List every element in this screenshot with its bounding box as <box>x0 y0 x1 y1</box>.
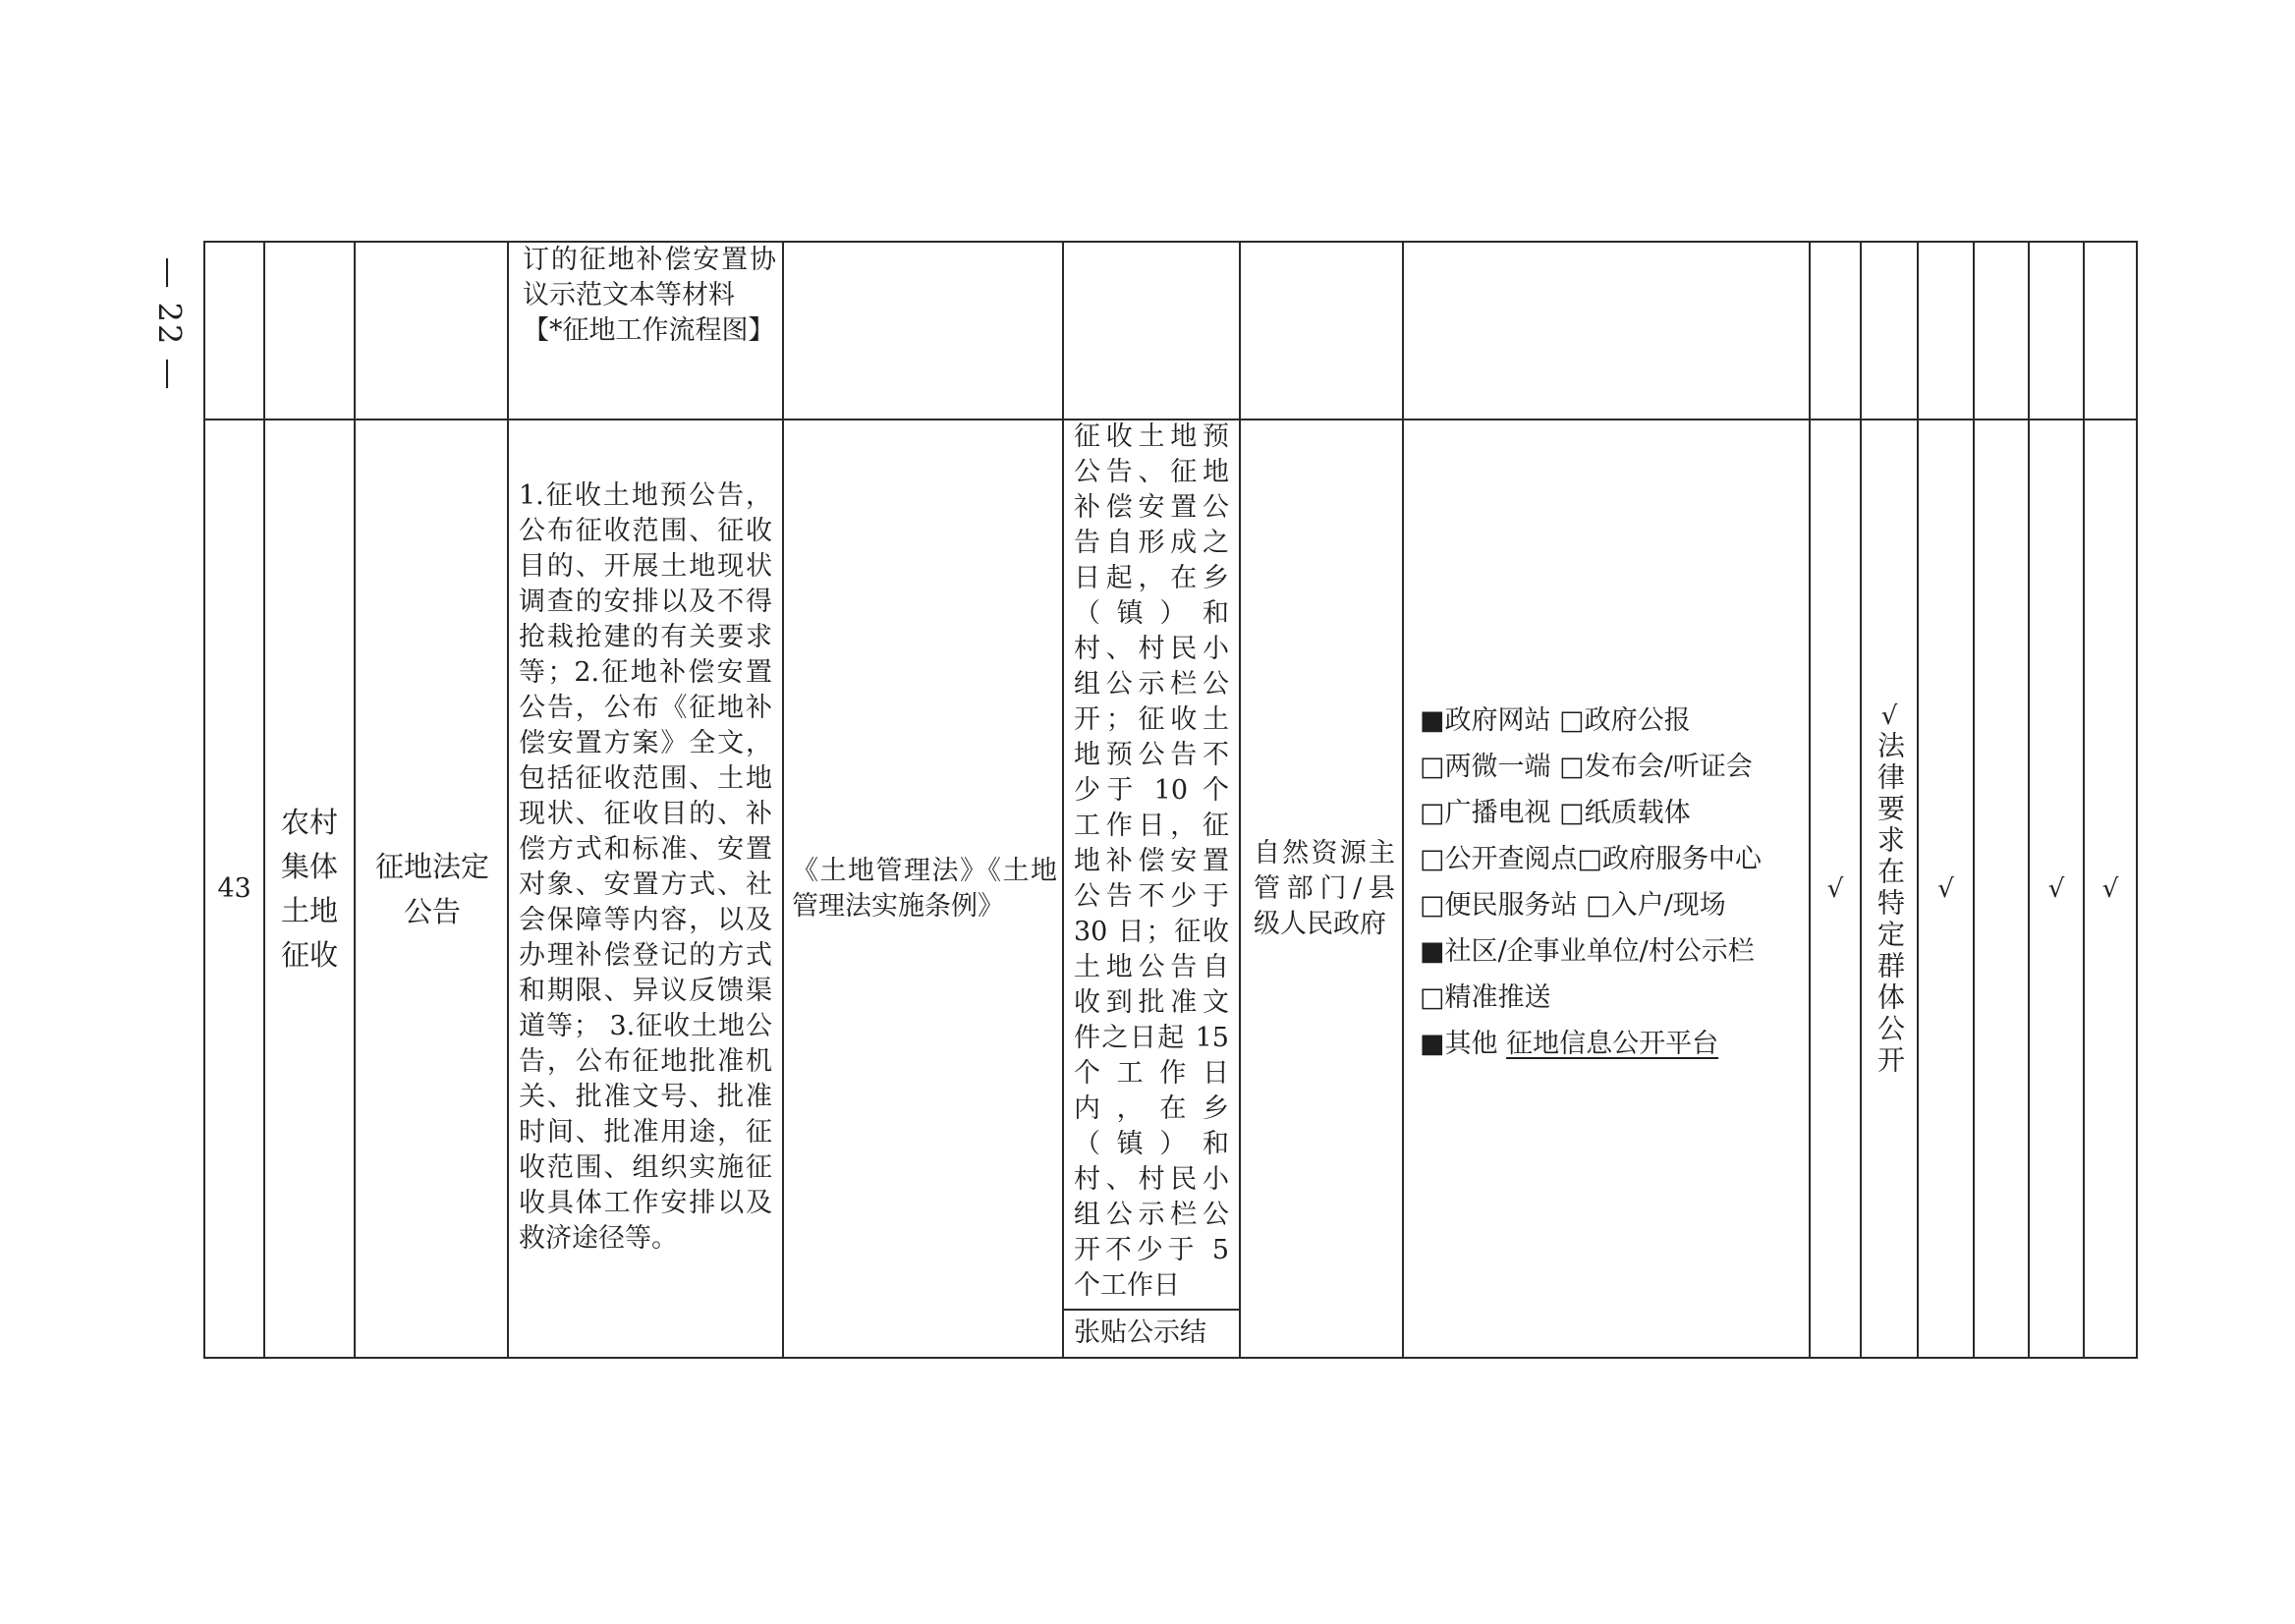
category-cell <box>275 420 344 1357</box>
channel-row <box>1420 882 1805 928</box>
channel-label: 公开查阅点 <box>1444 844 1578 874</box>
channel-checkbox-icon: □ <box>1577 844 1603 874</box>
time-limit: 征收土地预公告、征地补偿安置公告自形成之日起，在乡（镇）和村、村民小组公示栏公开；征收土地预公告不少于 10 个工作日，征地补偿安置公告不少于 30 日；征收土地公告自收到批准文件之日起 15 个工作日内，在乡（镇）和村、村民小组公示栏公开不少于 5 个工作日 <box>1074 421 1229 1301</box>
channel-row <box>1420 836 1805 882</box>
col-border <box>1239 241 1241 1359</box>
subject-cell <box>1254 420 1395 1357</box>
channel-label: 入户/现场 <box>1610 890 1726 921</box>
channel-label: 两微一端 <box>1444 752 1551 782</box>
channel-label: 发布会/听证会 <box>1584 752 1753 782</box>
col-border <box>1402 241 1404 1359</box>
item-name: 征地法定公告 <box>374 849 489 928</box>
legal-basis: 《土地管理法》《土地管理法实施条例》 <box>792 855 1057 922</box>
channel-checkbox-icon: □ <box>1559 798 1585 828</box>
table-top-border <box>203 241 2138 243</box>
col-border <box>507 241 509 1359</box>
content-cell <box>519 420 772 1315</box>
prev-row-content-tail: 订的征地补偿安置协议示范文本等材料 <box>523 245 776 310</box>
time-limit-cell <box>1074 420 1229 1307</box>
col-border <box>2136 241 2138 1359</box>
time-limit-continued: 张贴公示结 <box>1074 1317 1206 1348</box>
check-mark-icon: √ <box>2101 873 2119 904</box>
on-request-cell <box>1975 420 2028 1357</box>
active-disclosure-cell <box>1919 420 1973 1357</box>
channel-label: 社区/企事业单位/村公示栏 <box>1444 936 1755 967</box>
channel-other-label: 其他 <box>1444 1029 1498 1059</box>
channel-row <box>1420 975 1805 1021</box>
channel-checkbox-icon: □ <box>1420 798 1445 828</box>
channel-checkbox-icon: □ <box>1420 844 1445 874</box>
channel-other-value: 征地信息公开平台 <box>1506 1029 1719 1059</box>
col-border <box>354 241 356 1359</box>
channel-checkbox-icon: □ <box>1420 752 1445 782</box>
public-specific-note: 法律要求在特定群体公开 <box>1874 730 1906 1077</box>
check-mark-icon: √ <box>1826 873 1844 904</box>
col-border <box>782 241 784 1359</box>
channel-label: 精准推送 <box>1444 982 1551 1013</box>
prev-row-content <box>523 241 776 349</box>
basis-cell <box>792 420 1057 1357</box>
channels-cell <box>1420 698 1805 1067</box>
channel-label: 便民服务站 <box>1444 890 1578 921</box>
channel-checkbox-icon: □ <box>1559 705 1585 736</box>
row-seq: 43 <box>217 872 252 904</box>
public-all-cell <box>1811 420 1860 1357</box>
col-border <box>263 241 265 1359</box>
channel-row <box>1420 698 1805 744</box>
channel-checkbox-icon: □ <box>1420 890 1445 921</box>
township-level-cell <box>2085 420 2136 1357</box>
channel-label: 广播电视 <box>1444 798 1551 828</box>
channel-label: 纸质载体 <box>1584 798 1691 828</box>
channel-row <box>1420 928 1805 975</box>
county-level-cell <box>2030 420 2083 1357</box>
table-bottom-border <box>203 1357 2138 1359</box>
channel-checkbox-icon: □ <box>1586 890 1611 921</box>
time-limit-next-cell <box>1074 1316 1235 1351</box>
channel-checkbox-icon: □ <box>1559 752 1585 782</box>
check-mark-icon: √ <box>1937 873 1954 904</box>
channel-label: 政府网站 <box>1444 705 1551 736</box>
category: 农村集体土地征收 <box>280 805 338 972</box>
page-number: — 22 — <box>151 256 189 392</box>
check-mark-icon: √ <box>2047 873 2065 904</box>
channel-checkbox-filled-icon: ■ <box>1420 1029 1445 1059</box>
channel-row <box>1420 744 1805 790</box>
row-seq-cell <box>205 420 263 1357</box>
channel-checkbox-icon: □ <box>1420 982 1445 1013</box>
channel-checkbox-filled-icon: ■ <box>1420 936 1445 967</box>
time-limit-split <box>1062 1309 1239 1311</box>
channel-label: 政府公报 <box>1584 705 1691 736</box>
check-mark-icon: √ <box>1880 700 1898 731</box>
channel-checkbox-filled-icon: ■ <box>1420 705 1445 736</box>
public-specific-cell <box>1862 420 1917 1357</box>
disclosure-content: 1.征收土地预公告，公布征收范围、征收目的、开展土地现状调查的安排以及不得抢栽抢建的有关要求等；2.征地补偿安置公告，公布《征地补偿安置方案》全文，包括征收范围、土地现状、征收目的、补偿方式和标准、安置对象、安置方式、社会保障等内容，以及办理补偿登记的方式和期限、异议反馈渠道等； 3.征收土地公告，公布征地批准机关、批准文号、批准时间、批准用途，征收范围、组织实施征收具体工作安排以及救济途径等。 <box>519 480 772 1254</box>
disclosure-subject: 自然资源主管部门/县级人民政府 <box>1254 837 1395 939</box>
channel-label: 政府服务中心 <box>1602 844 1763 874</box>
channel-row <box>1420 790 1805 836</box>
workflow-link-note: 【*征地工作流程图】 <box>523 315 775 346</box>
col-border <box>1062 241 1064 1359</box>
item-cell <box>365 420 499 1357</box>
channel-row-other <box>1420 1021 1805 1067</box>
